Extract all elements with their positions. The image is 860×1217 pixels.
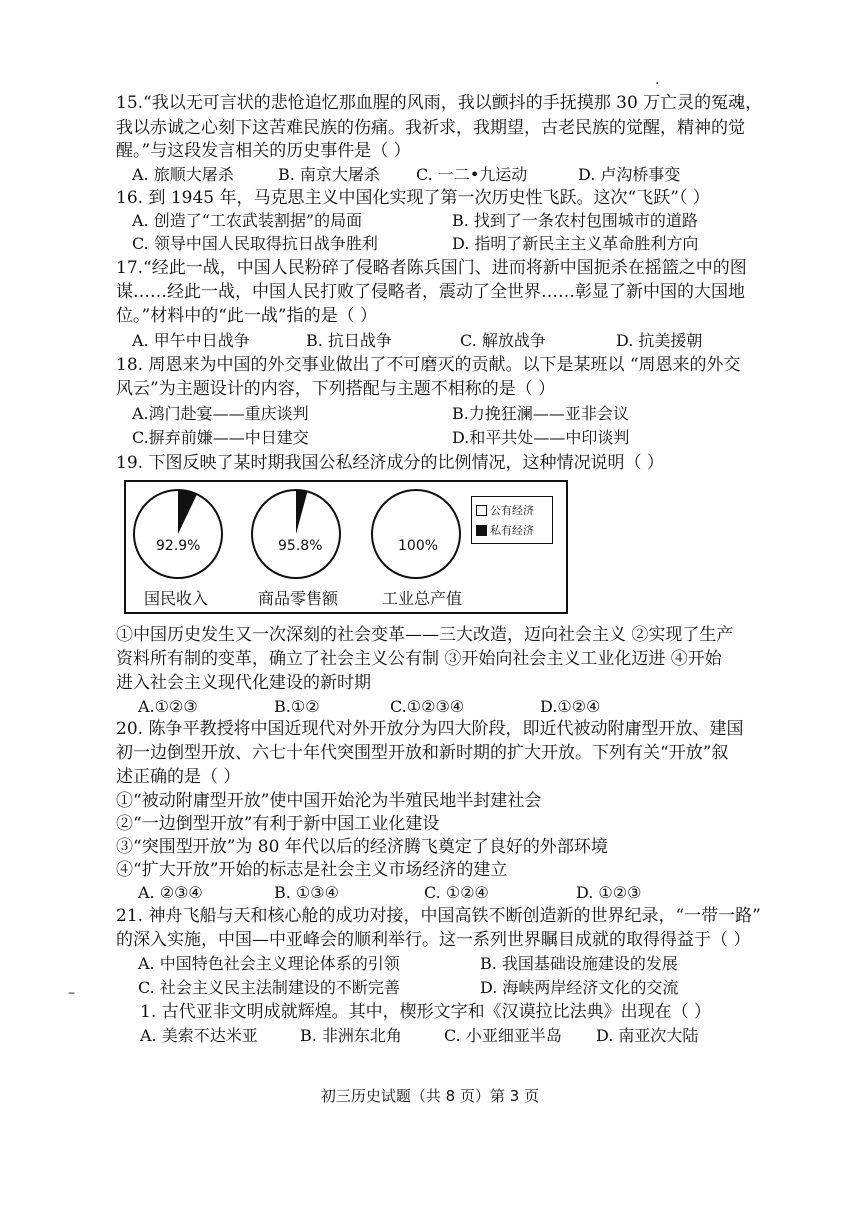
q22-option-b: B. 非洲东北角 <box>300 1026 402 1045</box>
q15-line-3: 醒。”与这段发言相关的历史事件是（ ） <box>116 141 411 161</box>
q19-statement-3: 进入社会主义现代化建设的新时期 <box>116 673 371 693</box>
q20-line-2: 初一边倒型开放、六七十年代突围型开放和新时期的扩大开放。下列有关“开放”叙 <box>116 743 729 763</box>
scan-mark-dash: – <box>68 985 75 1001</box>
q22-option-d: D. 南亚次大陆 <box>596 1026 699 1045</box>
q19-option-d: D.①②④ <box>540 697 601 716</box>
q15-option-a: A. 旅顺大屠杀 <box>132 165 234 184</box>
q15-option-b: B. 南京大屠杀 <box>278 165 380 184</box>
legend-public-swatch <box>476 505 487 516</box>
pie-1-caption: 国民收入 <box>144 589 209 608</box>
q18-line-1: 18. 周恩来为中国的外交事业做出了不可磨灭的贡献。以下是某班以 “周恩来的外交 <box>116 355 741 375</box>
pie-3-public-slice <box>372 490 460 578</box>
q15-line-1: 15.“我以无可言状的悲怆追忆那血腥的风雨，我以颤抖的手抚摸那 30 万亡灵的冤魂， <box>116 93 763 113</box>
q16-option-a: A. 创造了“工农武装割据”的局面 <box>132 211 363 230</box>
pie-2-label: 95.8% <box>278 538 323 554</box>
legend-public <box>476 502 534 518</box>
q18-option-d: D.和平共处——中印谈判 <box>452 428 630 447</box>
legend-public-label: 公有经济 <box>490 504 534 517</box>
q17-line-3: 位。”材料中的“此一战”指的是（ ） <box>116 306 377 326</box>
pie-3-label: 100% <box>398 538 439 554</box>
pie-1-label: 92.9% <box>156 538 201 554</box>
q15-option-d: D. 卢沟桥事变 <box>578 165 681 184</box>
q20-option-b: B. ①③④ <box>274 883 339 902</box>
q20-option-c: C. ①②④ <box>424 883 489 902</box>
q16-option-b: B. 找到了一条农村包围城市的道路 <box>452 211 698 230</box>
q21-option-b: B. 我国基础设施建设的发展 <box>480 954 678 973</box>
q17-option-d: D. 抗美援朝 <box>616 331 703 350</box>
q17-option-c: C. 解放战争 <box>460 331 546 350</box>
q20-statement-4: ④“扩大开放”开始的标志是社会主义市场经济的建立 <box>116 860 508 880</box>
q18-option-b: B.力挽狂澜——亚非会议 <box>452 404 629 423</box>
q19-line-1: 19. 下图反映了某时期我国公私经济成分的比例情况，这种情况说明（ ） <box>116 453 664 473</box>
q20-option-a: A. ②③④ <box>138 883 203 902</box>
q20-statement-3: ③“突围型开放”为 80 年代以后的经济腾飞奠定了良好的外部环境 <box>116 837 608 857</box>
q16-line-1: 16. 到 1945 年，马克思主义中国化实现了第一次历史性飞跃。这次“飞跃”（ ） <box>116 188 710 208</box>
q20-option-d: D. ①②③ <box>576 883 642 902</box>
q22-line-1: 1. 古代亚非文明成就辉煌。其中，楔形文字和《汉谟拉比法典》出现在（ ） <box>140 1002 712 1022</box>
q17-line-1: 17.“经此一战，中国人民粉碎了侵略者陈兵国门、进而将新中国扼杀在摇篮之中的图 <box>116 258 747 278</box>
legend-private-swatch <box>476 525 487 536</box>
q21-option-c: C. 社会主义民主法制建设的不断完善 <box>138 978 400 997</box>
q17-line-2: 谋……经此一战，中国人民打败了侵略者，震动了全世界……彰显了新中国的大国地 <box>116 282 745 302</box>
q18-option-a: A.鸿门赴宴——重庆谈判 <box>132 404 309 423</box>
page-footer: 初三历史试题（共 8 页）第 3 页 <box>320 1087 540 1105</box>
q21-option-a: A. 中国特色社会主义理论体系的引领 <box>138 954 400 973</box>
q20-line-1: 20. 陈争平教授将中国近现代对外开放分为四大阶段，即近代被动附庸型开放、建国 <box>116 719 744 739</box>
q19-option-b: B.①② <box>274 697 320 716</box>
scan-mark-dot: · <box>655 76 660 92</box>
q20-statement-1: ①“被动附庸型开放”使中国开始沦为半殖民地半封建社会 <box>116 791 542 811</box>
q19-statement-2: 资料所有制的变革，确立了社会主义公有制 ③开始向社会主义工业化迈进 ④开始 <box>116 649 722 669</box>
q19-option-c: C.①②③④ <box>390 697 465 716</box>
q18-line-2: 风云”为主题设计的内容，下列搭配与主题不相称的是（ ） <box>116 379 556 399</box>
legend-private <box>476 522 534 538</box>
q19-option-a: A.①②③ <box>138 697 198 716</box>
q22-option-c: C. 小亚细亚半岛 <box>444 1026 562 1045</box>
pie-2-caption: 商品零售额 <box>258 589 339 608</box>
q15-option-c: C. 一二•九运动 <box>416 165 528 184</box>
q17-option-b: B. 抗日战争 <box>306 331 392 350</box>
q22-option-a: A. 美索不达米亚 <box>140 1026 258 1045</box>
q15-line-2: 我以赤诚之心刻下这苦难民族的伤痛。我祈求，我期望，古老民族的觉醒，精神的觉 <box>116 118 745 138</box>
pie-3-caption: 工业总产值 <box>382 589 463 608</box>
q21-line-2: 的深入实施，中国—中亚峰会的顺利举行。这一系列世界瞩目成就的取得得益于（ ） <box>116 930 751 950</box>
q18-option-c: C.摒弃前嫌——中日建交 <box>132 428 309 447</box>
q21-line-1: 21. 神舟飞船与天和核心舱的成功对接，中国高铁不断创造新的世界纪录，“一带一路” <box>116 906 761 926</box>
q16-option-c: C. 领导中国人民取得抗日战争胜利 <box>132 234 378 253</box>
q21-option-d: D. 海峡两岸经济文化的交流 <box>480 978 679 997</box>
q17-option-a: A. 甲午中日战争 <box>132 331 250 350</box>
q20-statement-2: ②“一边倒型开放”有利于新中国工业化建设 <box>116 814 440 834</box>
q20-line-3: 述正确的是（ ） <box>116 767 241 787</box>
chart-legend <box>471 496 553 544</box>
q16-option-d: D. 指明了新民主主义革命胜利方向 <box>452 234 699 253</box>
legend-private-label: 私有经济 <box>490 524 534 537</box>
q19-statement-1: ①中国历史发生又一次深刻的社会变革——三大改造，迈向社会主义 ②实现了生产 <box>116 625 734 645</box>
